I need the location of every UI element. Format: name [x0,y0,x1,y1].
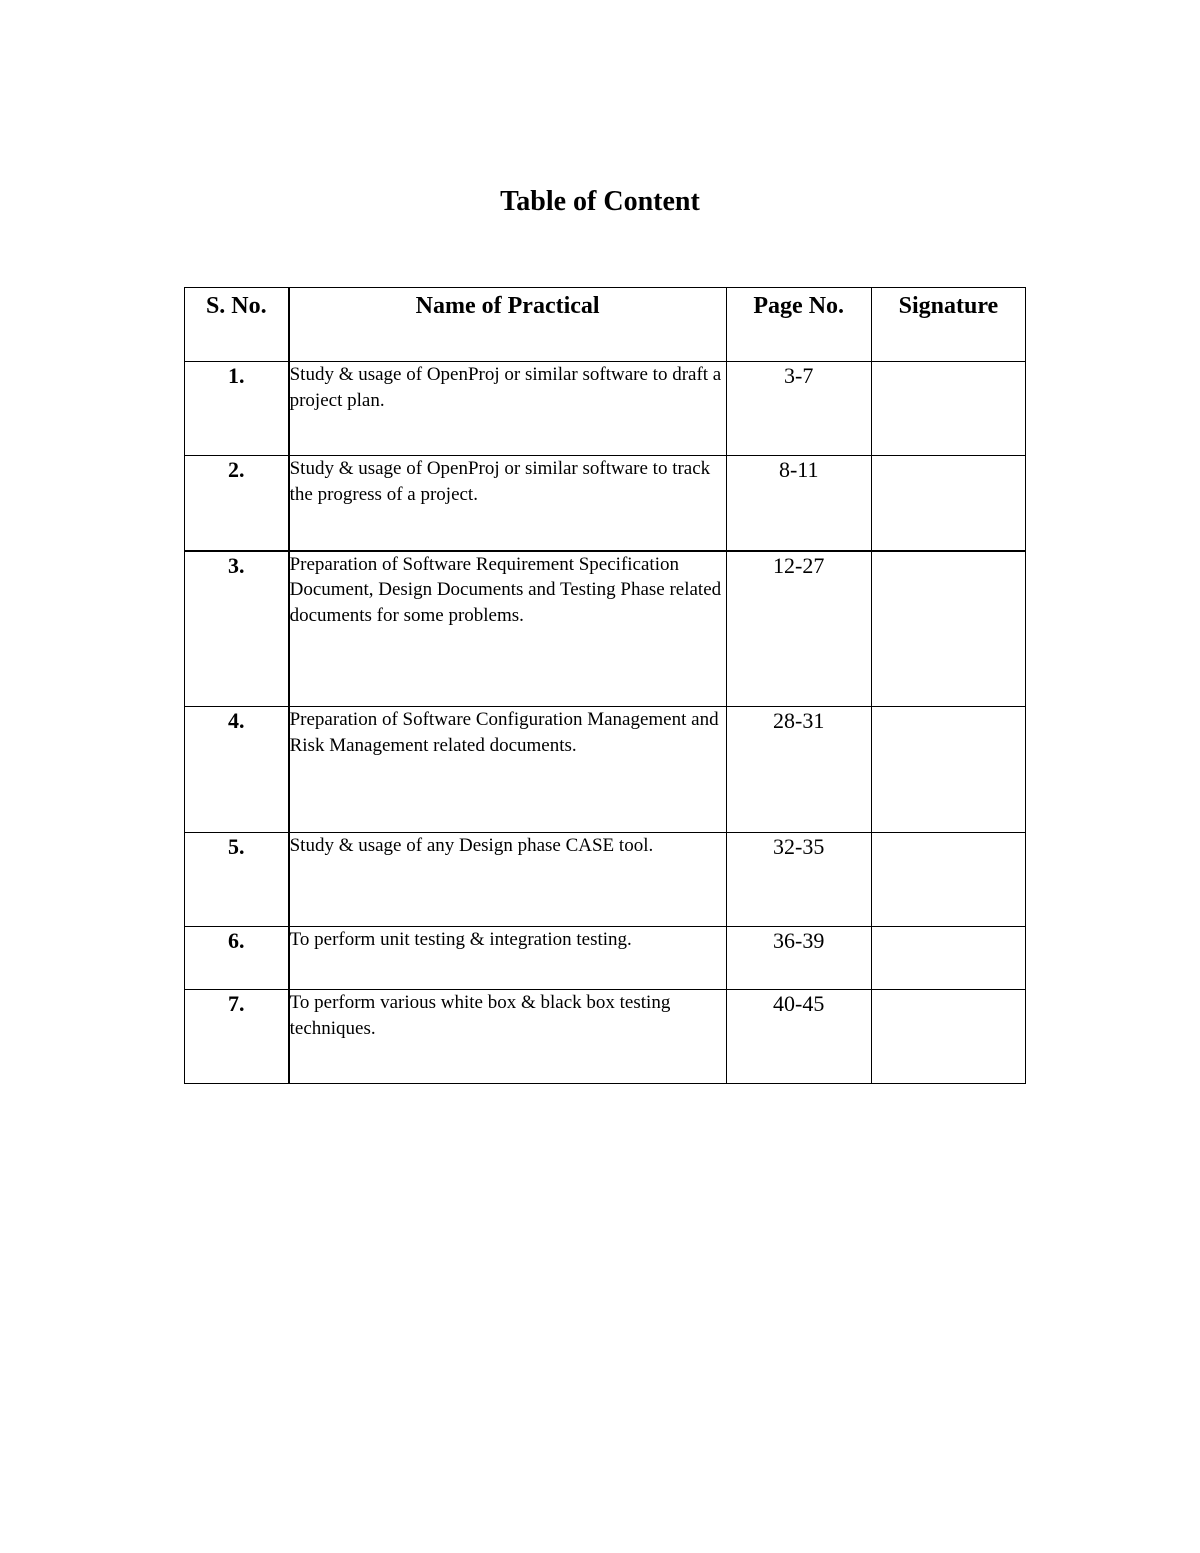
row-page-number: 28-31 [726,707,871,833]
row-practical-name: Preparation of Software Configuration Management and Risk Management related documents. [289,707,727,833]
row-signature-cell [871,990,1025,1084]
row-signature-cell [871,927,1025,990]
table-header-row [185,288,1026,362]
row-signature-cell [871,833,1025,927]
table-row [185,362,1026,456]
row-serial-number: 7. [185,990,289,1084]
table-of-content [184,287,1026,1084]
row-page-number: 8-11 [726,456,871,551]
page-title: Table of Content [500,186,700,217]
row-practical-name: Study & usage of any Design phase CASE tool. [289,833,727,927]
row-practical-name: Study & usage of OpenProj or similar software to draft a project plan. [289,362,727,456]
row-page-number: 12-27 [726,551,871,707]
table-row [185,927,1026,990]
table-row [185,707,1026,833]
table-row [185,551,1026,707]
header-page-number: Page No. [726,288,871,362]
row-serial-number: 6. [185,927,289,990]
row-serial-number: 2. [185,456,289,551]
table-row [185,990,1026,1084]
row-signature-cell [871,456,1025,551]
row-signature-cell [871,551,1025,707]
row-page-number: 32-35 [726,833,871,927]
row-signature-cell [871,707,1025,833]
row-serial-number: 5. [185,833,289,927]
row-serial-number: 3. [185,551,289,707]
header-serial-number: S. No. [185,288,289,362]
header-signature: Signature [871,288,1025,362]
header-practical-name: Name of Practical [289,288,727,362]
table-row [185,456,1026,551]
row-serial-number: 1. [185,362,289,456]
row-signature-cell [871,362,1025,456]
row-practical-name: To perform unit testing & integration testing. [289,927,727,990]
row-page-number: 3-7 [726,362,871,456]
row-page-number: 40-45 [726,990,871,1084]
row-practical-name: Study & usage of OpenProj or similar software to track the progress of a project. [289,456,727,551]
row-serial-number: 4. [185,707,289,833]
table-row [185,833,1026,927]
row-practical-name: Preparation of Software Requirement Specification Document, Design Documents and Testing Phase related documents for some problems. [289,551,727,707]
row-page-number: 36-39 [726,927,871,990]
row-practical-name: To perform various white box & black box testing techniques. [289,990,727,1084]
